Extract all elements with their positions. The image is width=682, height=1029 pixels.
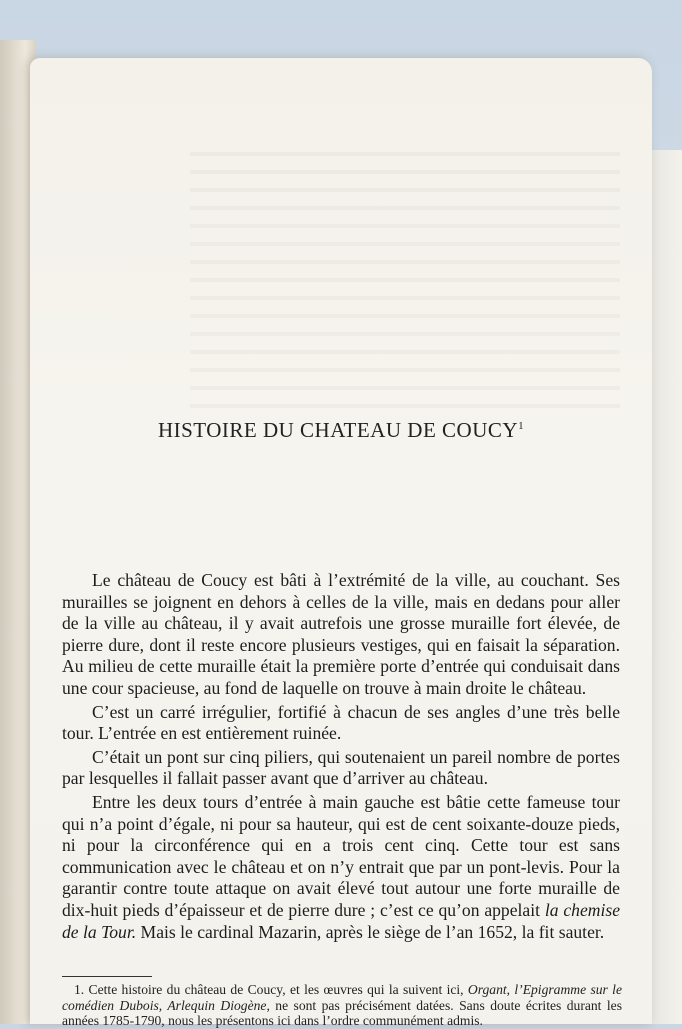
body-text [62,570,620,943]
footnote-text-2: , [506,982,515,997]
footnote-text-3: , ne sont pas précisément datées. Sans doute écrites durant les années 1785-1790, nous les présentons ici dans l’ordre communément admis. [62,997,622,1028]
footnote [62,982,622,1029]
paragraph-4-italic: la chemise de la Tour. [62,899,621,942]
paragraph-2: C’est un carré irrégulier, fortifié à chacun de ses angles d’une très belle tour. L’entrée en est entièrement ruinée. [62,701,620,744]
footnote-italic-1: Organt [467,982,507,997]
footnote-text-1: Cette histoire du château de Coucy, et les œuvres qui la suivent ici, [84,982,468,997]
paragraph-4-text-after: Mais le cardinal Mazarin, après le siège de l’an 1652, la fit sauter. [136,921,605,942]
paragraph-4 [62,792,620,943]
chapter-title-text: HISTOIRE DU CHATEAU DE COUCY [157,418,519,442]
paragraph-3: C’était un pont sur cinq piliers, qui soutenaient un pareil nombre de portes par lesquelles il fallait passer avant que d’arriver au château. [62,746,620,789]
show-through-text [190,138,620,418]
paragraph-1: Le château de Coucy est bâti à l’extrémité de la ville, au couchant. Ses murailles se joignent en dehors à celles de la ville, mais en dedans pour aller de la ville au château, il y avait autrefois une grosse muraille fort élevée, de pierre dure, dont il reste encore plusieurs vestiges, qui en faisait la séparation. Au milieu de cette muraille était la première porte d’entrée qui conduisait dans une cour spacieuse, au fond de laquelle on trouve à main droite le château. [62,570,620,698]
footnote-number: 1. [74,982,85,997]
footnote-marker: 1 [518,420,525,432]
paragraph-4-text-before: Entre les deux tours d’entrée à main gauche est bâtie cette fameuse tour qui n’a point d’égale, ni pour sa hauteur, qui est de cent soixante-douze pieds, ni pour la circonférence qui en a trois cent cinq. Cette tour est sans communication avec le château et on n’y entrait que par un pont-levis. Pour la garantir contre toute attaque on avait élevé tout autour une forte muraille de dix-huit pieds d’épaisseur et de pierre dure ; c’est ce qu’on appelait [62,791,620,920]
chapter-title [30,418,652,443]
book-page [30,58,652,1028]
footnote-italic-2: l’Epigramme sur le comédien Dubois, Arlequin Diogène [62,982,622,1013]
footnote-separator [62,976,152,977]
